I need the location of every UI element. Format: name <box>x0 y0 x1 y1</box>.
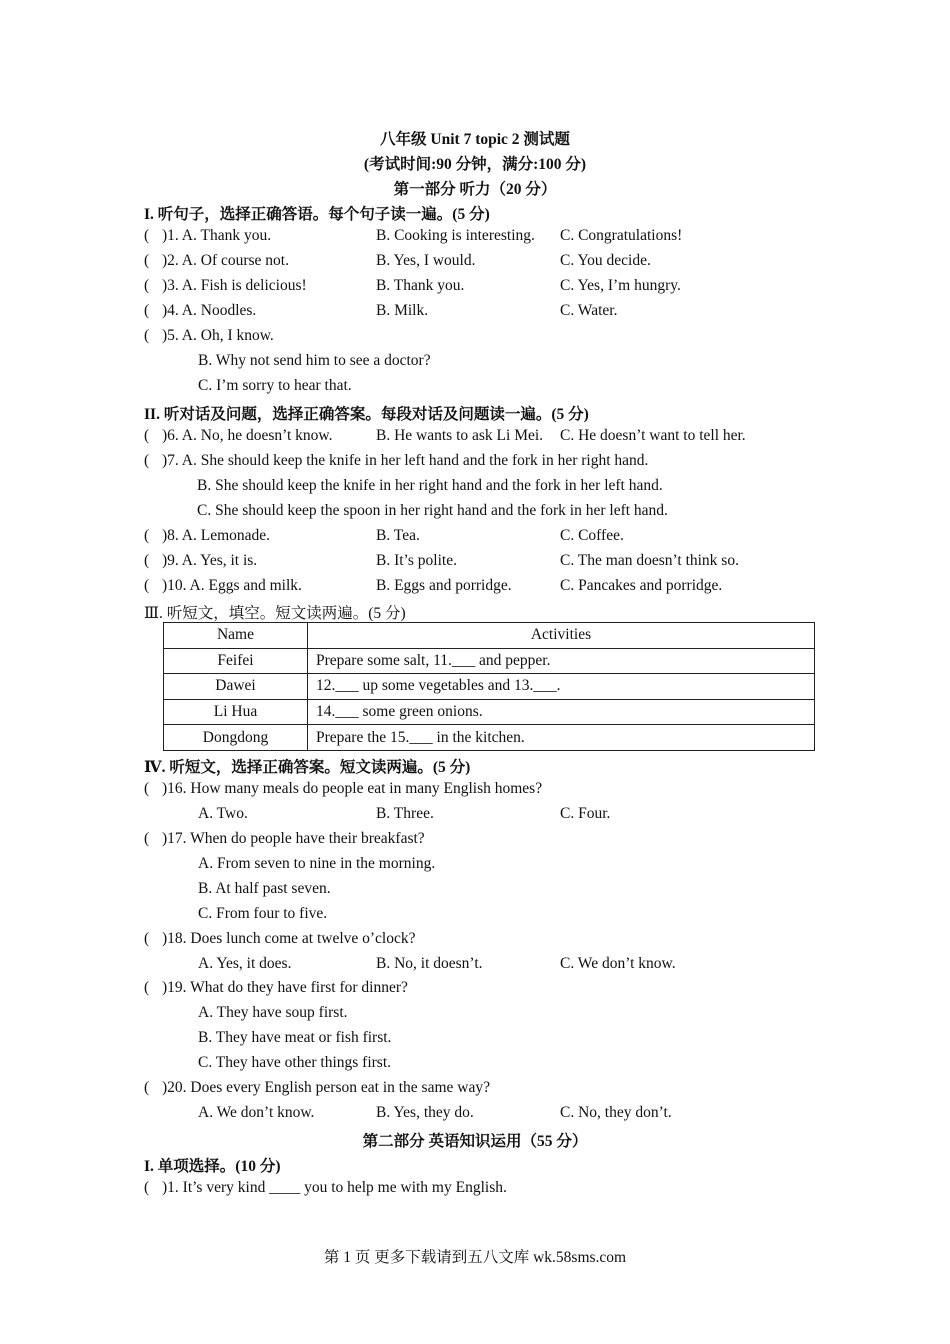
option-c: C. Coffee. <box>560 527 624 544</box>
option-c: C. Congratulations! <box>560 227 683 244</box>
cell-name: Dongdong <box>164 725 308 751</box>
question-stem: )18. Does lunch come at twelve o’clock? <box>162 930 416 947</box>
answer-paren: ( <box>144 427 150 444</box>
option-c: C. The man doesn’t think so. <box>560 552 739 569</box>
question-5-option-c: C. I’m sorry to hear that. <box>198 377 352 394</box>
answer-paren: ( <box>144 1079 150 1096</box>
section1-title: I. 听句子，选择正确答语。每个句子读一遍。(5 分) <box>144 206 490 223</box>
part2-section1-title: I. 单项选择。(10 分) <box>144 1158 281 1175</box>
option-c: C. He doesn’t want to tell her. <box>560 427 746 444</box>
option-a: A. We don’t know. <box>198 1104 315 1121</box>
answer-paren: ( <box>144 227 150 244</box>
cell-name: Feifei <box>164 648 308 674</box>
cell-activity: 14.___ some green onions. <box>308 699 815 725</box>
option-b: B. Tea. <box>376 527 420 544</box>
option-c: C. We don’t know. <box>560 955 676 972</box>
option-c: C. Four. <box>560 805 611 822</box>
answer-paren: ( <box>144 527 150 544</box>
cell-activity: Prepare some salt, 11.___ and pepper. <box>308 648 815 674</box>
answer-paren: ( <box>144 979 150 996</box>
option-b: B. Yes, they do. <box>376 1104 474 1121</box>
option-b: B. Thank you. <box>376 277 465 294</box>
answer-paren: ( <box>144 452 150 469</box>
section4-title: Ⅳ. 听短文，选择正确答案。短文读两遍。(5 分) <box>144 759 471 776</box>
question-19-option-a: A. They have soup first. <box>198 1004 348 1021</box>
question-stem: )8. A. Lemonade. <box>162 527 271 544</box>
question-17-option-c: C. From four to five. <box>198 905 328 922</box>
question-stem: )7. A. She should keep the knife in her left hand and the fork in her right hand. <box>162 452 649 469</box>
question-17-option-b: B. At half past seven. <box>198 880 331 897</box>
column-header-activities: Activities <box>308 623 815 649</box>
cell-activity: 12.___ up some vegetables and 13.___. <box>308 674 815 700</box>
answer-paren: ( <box>144 780 150 797</box>
option-b: B. Cooking is interesting. <box>376 227 535 244</box>
answer-paren: ( <box>144 930 150 947</box>
cell-name: Li Hua <box>164 699 308 725</box>
question-stem: )1. It’s very kind ____ you to help me with my English. <box>162 1179 507 1196</box>
question-stem: )16. How many meals do people eat in many English homes? <box>162 780 543 797</box>
page-footer: 第 1 页 更多下载请到五八文库 wk.58sms.com <box>323 1249 627 1266</box>
table-row <box>164 648 815 674</box>
question-stem: )19. What do they have first for dinner? <box>162 979 408 996</box>
question-7-option-b: B. She should keep the knife in her right hand and the fork in her left hand. <box>197 477 663 494</box>
exam-title: 八年级 Unit 7 topic 2 测试题 <box>380 131 570 148</box>
question-stem: )3. A. Fish is delicious! <box>162 277 307 294</box>
answer-paren: ( <box>144 577 150 594</box>
answer-paren: ( <box>144 1179 150 1196</box>
answer-paren: ( <box>144 302 150 319</box>
option-a: A. Yes, it does. <box>198 955 292 972</box>
question-19-option-b: B. They have meat or fish first. <box>198 1029 392 1046</box>
option-b: B. It’s polite. <box>376 552 457 569</box>
option-c: C. Yes, I’m hungry. <box>560 277 681 294</box>
option-c: C. Pancakes and porridge. <box>560 577 723 594</box>
question-stem: )5. A. Oh, I know. <box>162 327 274 344</box>
option-c: C. You decide. <box>560 252 651 269</box>
column-header-name: Name <box>164 623 308 649</box>
activities-table <box>163 622 815 751</box>
cell-activity: Prepare the 15.___ in the kitchen. <box>308 725 815 751</box>
answer-paren: ( <box>144 277 150 294</box>
question-stem: )17. When do people have their breakfast? <box>162 830 425 847</box>
question-7-option-c: C. She should keep the spoon in her right hand and the fork in her left hand. <box>197 502 668 519</box>
answer-paren: ( <box>144 252 150 269</box>
part1-heading: 第一部分 听力（20 分） <box>393 181 557 198</box>
question-stem: )4. A. Noodles. <box>162 302 257 319</box>
option-b: B. He wants to ask Li Mei. <box>376 427 544 444</box>
option-b: B. Three. <box>376 805 434 822</box>
question-19-option-c: C. They have other things first. <box>198 1054 392 1071</box>
question-stem: )9. A. Yes, it is. <box>162 552 258 569</box>
question-5-option-b: B. Why not send him to see a doctor? <box>198 352 431 369</box>
part2-heading: 第二部分 英语知识运用（55 分） <box>362 1133 588 1150</box>
table-row <box>164 674 815 700</box>
option-c: C. No, they don’t. <box>560 1104 672 1121</box>
question-stem: )10. A. Eggs and milk. <box>162 577 302 594</box>
cell-name: Dawei <box>164 674 308 700</box>
option-b: B. Milk. <box>376 302 429 319</box>
answer-paren: ( <box>144 830 150 847</box>
option-b: B. Yes, I would. <box>376 252 476 269</box>
option-b: B. No, it doesn’t. <box>376 955 483 972</box>
table-row <box>164 699 815 725</box>
option-a: A. Two. <box>198 805 248 822</box>
table-header-row <box>164 623 815 649</box>
question-stem: )6. A. No, he doesn’t know. <box>162 427 333 444</box>
option-c: C. Water. <box>560 302 618 319</box>
question-17-option-a: A. From seven to nine in the morning. <box>198 855 436 872</box>
option-b: B. Eggs and porridge. <box>376 577 512 594</box>
section2-title: II. 听对话及问题，选择正确答案。每段对话及问题读一遍。(5 分) <box>144 406 589 423</box>
answer-paren: ( <box>144 552 150 569</box>
question-stem: )1. A. Thank you. <box>162 227 272 244</box>
answer-paren: ( <box>144 327 150 344</box>
table-row <box>164 725 815 751</box>
question-stem: )20. Does every English person eat in the same way? <box>162 1079 490 1096</box>
section3-title: Ⅲ. 听短文，填空。短文读两遍。(5 分) <box>144 605 406 622</box>
exam-subtitle: (考试时间:90 分钟，满分:100 分) <box>363 156 587 173</box>
question-stem: )2. A. Of course not. <box>162 252 289 269</box>
